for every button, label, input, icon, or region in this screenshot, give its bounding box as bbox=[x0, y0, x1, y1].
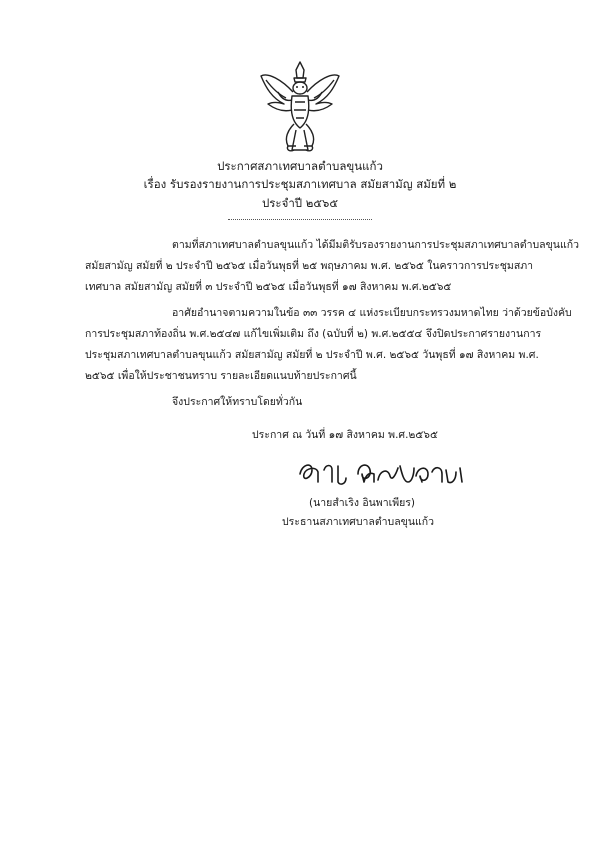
paragraph2-line4: ๒๕๖๕ เพื่อให้ประชาชนทราบ รายละเอียดแนบท้ายประกาศนี้ bbox=[85, 370, 357, 382]
paragraph1-line3: เทศบาล สมัยสามัญ สมัยที่ ๓ ประจำปี ๒๕๖๕ เมื่อวันพุธที่ ๑๗ สิงหาคม พ.ศ.๒๕๖๕ bbox=[85, 281, 452, 293]
paragraph2-line3: ประชุมสภาเทศบาลตำบลขุนแก้ว สมัยสามัญ สมัยที่ ๒ ประจำปี พ.ศ. ๒๕๖๕ วันพุธที่ ๑๗ สิงหาคม พ.ศ. bbox=[85, 349, 539, 361]
announcement-title: ประกาศสภาเทศบาลตำบลขุนแก้ว bbox=[217, 159, 383, 173]
signer-name: (นายสำเริง อินพาเพียร) bbox=[309, 497, 416, 509]
closing-notice: จึงประกาศให้ทราบโดยทั่วกัน bbox=[172, 396, 303, 408]
garuda-emblem-icon bbox=[258, 58, 342, 154]
signer-position: ประธานสภาเทศบาลตำบลขุนแก้ว bbox=[282, 516, 435, 528]
paragraph2-line1: อาศัยอำนาจตามความในข้อ ๓๓ วรรค ๔ แห่งระเบียบกระทรวงมหาดไทย ว่าด้วยข้อบังคับ bbox=[172, 307, 572, 319]
announcement-date: ประกาศ ณ วันที่ ๑๗ สิงหาคม พ.ศ.๒๕๖๕ bbox=[252, 429, 438, 441]
signature bbox=[296, 452, 476, 492]
paragraph2-line2: การประชุมสภาท้องถิ่น พ.ศ.๒๕๔๗ แก้ไขเพิ่มเติม ถึง (ฉบับที่ ๒) พ.ศ.๒๕๕๔ จึงปิดประกาศรายงานการ bbox=[85, 328, 542, 340]
paragraph1-line1: ตามที่สภาเทศบาลตำบลขุนแก้ว ได้มีมติรับรองรายงานการประชุมสภาเทศบาลตำบลขุนแก้ว bbox=[172, 239, 579, 251]
paragraph1-line2: สมัยสามัญ สมัยที่ ๒ ประจำปี ๒๕๖๕ เมื่อวันพุธที่ ๒๕ พฤษภาคม พ.ศ. ๒๕๖๕ ในคราวการประชุมสภา bbox=[85, 260, 534, 272]
announcement-year: ประจำปี ๒๕๖๕ bbox=[261, 196, 339, 210]
header-divider bbox=[228, 219, 372, 220]
announcement-subject: เรื่อง รับรองรายงานการประชุมสภาเทศบาล สมัยสามัญ สมัยที่ ๒ bbox=[143, 177, 457, 191]
